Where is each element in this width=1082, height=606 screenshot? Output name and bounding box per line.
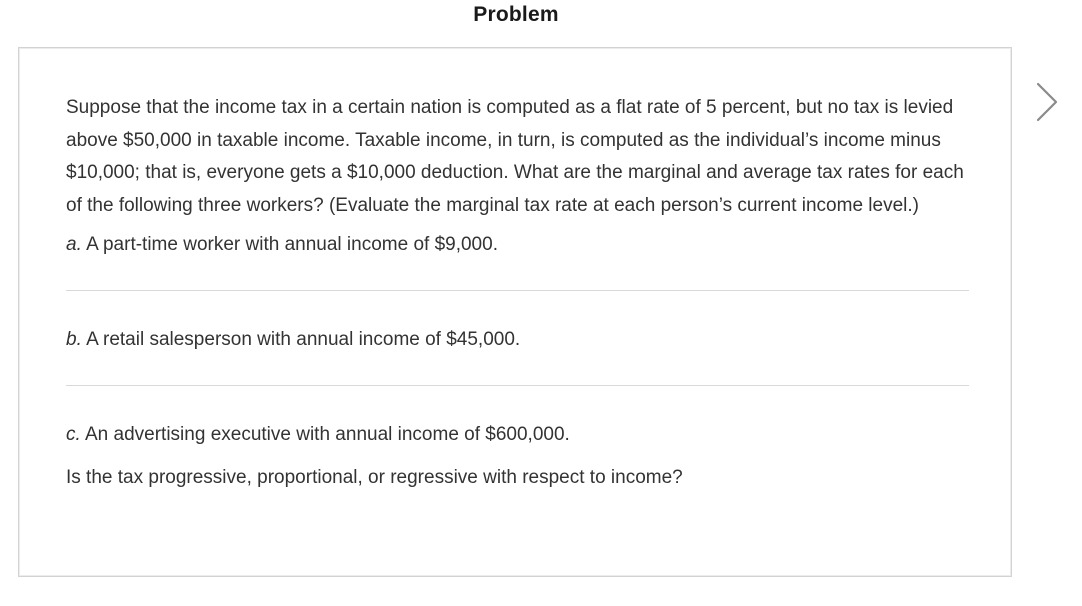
problem-content xyxy=(66,92,969,491)
next-button[interactable] xyxy=(1030,80,1064,124)
part-a-text: A part-time worker with annual income of $9,000. xyxy=(81,234,498,255)
part-b-text: A retail salesperson with annual income of $45,000. xyxy=(81,329,521,350)
part-a-label: a. xyxy=(66,234,82,255)
page-title: Problem xyxy=(473,3,559,26)
followup-question: Is the tax progressive, proportional, or regressive with respect to income? xyxy=(66,467,683,488)
part-a xyxy=(66,232,969,258)
problem-panel xyxy=(18,47,1012,577)
part-c-text: An advertising executive with annual income of $600,000. xyxy=(80,424,570,445)
part-b xyxy=(66,327,969,353)
part-c-label: c. xyxy=(66,424,81,445)
answer-divider-b xyxy=(66,385,969,386)
chevron-right-icon xyxy=(1030,80,1064,124)
part-b-label: b. xyxy=(66,329,82,350)
answer-divider-a xyxy=(66,290,969,291)
part-c xyxy=(66,422,969,448)
problem-statement: Suppose that the income tax in a certain nation is computed as a flat rate of 5 percent, but no tax is levied above $50,000 in taxable income. Taxable income, in turn, is computed as the individual’s income minus $10,000; that is, everyone gets a $10,000 deduction. What are the marginal and average tax rates for each of the following three workers? (Evaluate the marginal tax rate at each person’s current income level.) xyxy=(66,97,964,216)
